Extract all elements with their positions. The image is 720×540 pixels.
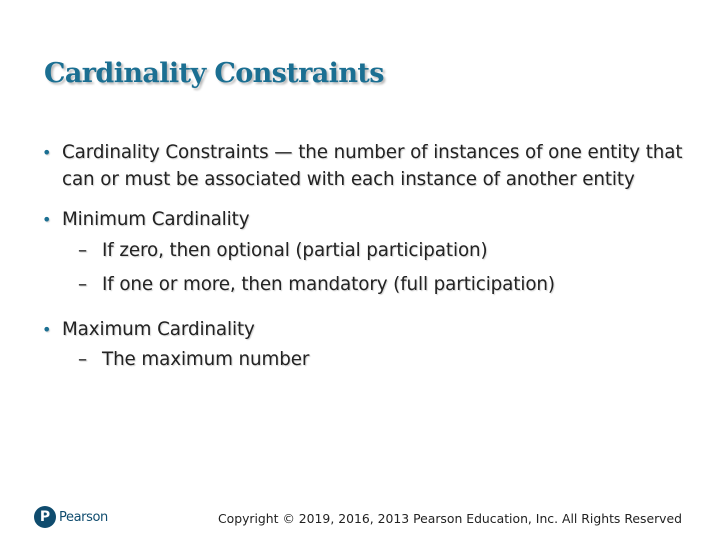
bullet-cardinality-constraints <box>40 139 700 193</box>
bullet-minimum-cardinality <box>40 206 700 233</box>
sub-bullet-one-or-more-mandatory <box>40 268 700 302</box>
sub-bullet-marker: – <box>78 240 88 261</box>
sub-bullet-marker: – <box>78 274 88 295</box>
copyright-notice: Copyright © 2019, 2016, 2013 Pearson Education, Inc. All Rights Reserved <box>217 511 682 526</box>
sub-bullet-marker: – <box>78 349 88 370</box>
sub-bullet-maximum-number <box>40 343 700 377</box>
bullet-maximum-cardinality <box>40 316 700 343</box>
bullet-text: Minimum Cardinality <box>62 209 250 230</box>
bullet-text: Cardinality Constraints — the number of instances of one entity that can or must be associated with each instance of another entity <box>62 142 683 190</box>
bullet-marker: • <box>42 320 52 339</box>
slide-title: Cardinality Constraints <box>44 58 384 89</box>
bullet-marker: • <box>42 210 52 229</box>
sub-bullet-text: The maximum number <box>102 349 310 370</box>
pearson-logo-icon: P <box>34 506 56 528</box>
sub-bullet-text: If one or more, then mandatory (full participation) <box>102 274 555 295</box>
pearson-logo <box>34 506 108 528</box>
sub-bullet-zero-optional <box>40 234 700 268</box>
pearson-logo-text: Pearson <box>59 509 108 525</box>
sub-bullet-text: If zero, then optional (partial participation) <box>102 240 488 261</box>
bullet-marker: • <box>42 143 52 162</box>
bullet-text: Maximum Cardinality <box>62 319 255 340</box>
slide-body <box>40 139 700 377</box>
